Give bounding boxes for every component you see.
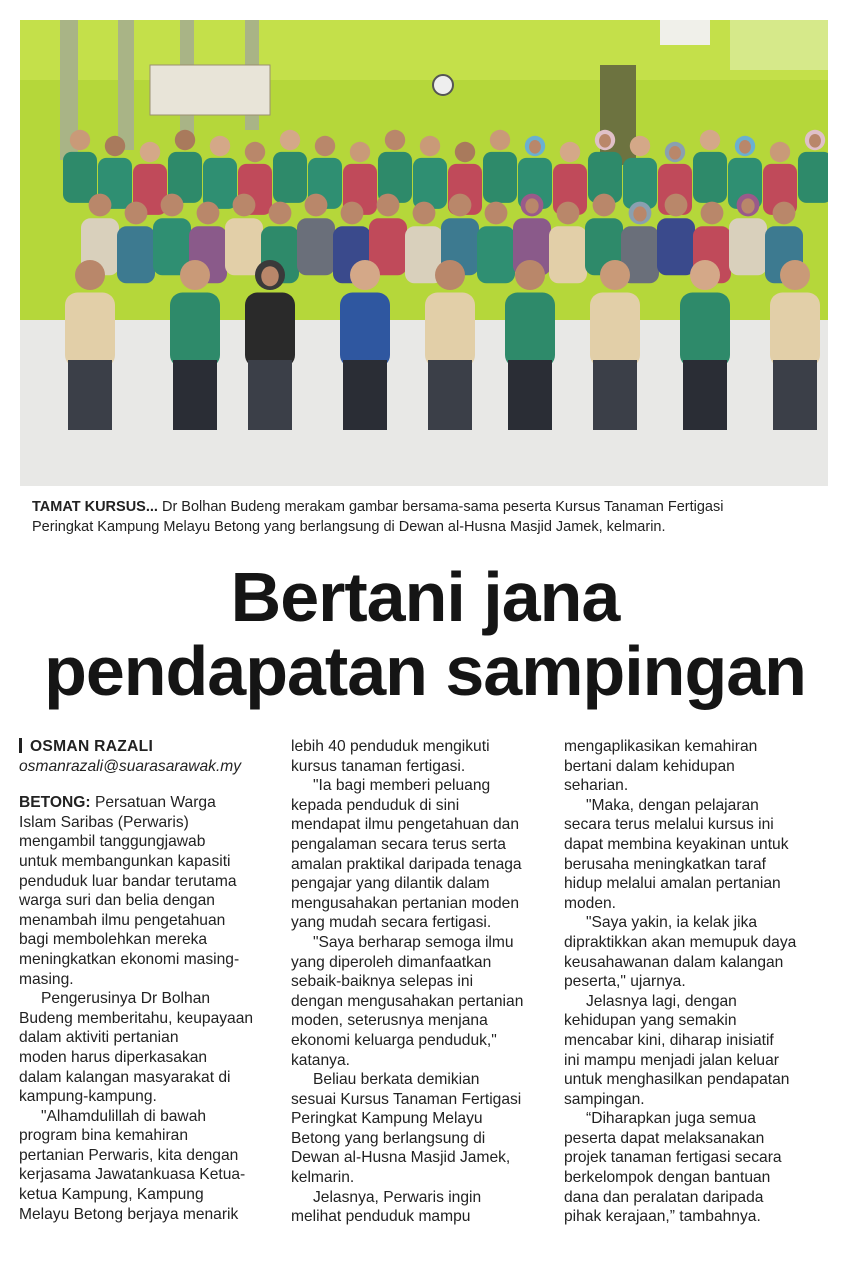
article-line: moden harus diperkasakan [19,1048,208,1066]
article-line: Budeng memberitahu, keupayaan [19,1009,254,1027]
photo-caption [32,497,822,537]
headline-line-1: Bertani jana [230,558,620,636]
article-line: berusaha meningkatkan taraf [564,855,766,873]
article-line: Islam Saribas (Perwaris) [19,813,189,831]
article-line: Beliau berkata demikian [313,1071,480,1089]
article-line: seharian. [564,777,629,795]
caption-line-1: Dr Bolhan Budeng merakam gambar bersama-sama peserta Kursus Tanaman Fertigasi [157,499,724,515]
article-line: sampingan. [564,1090,645,1108]
byline-email: osmanrazali@suarasarawak.my [19,757,242,775]
article-column-2 [291,737,549,1227]
article-column-1 [19,737,277,1224]
headline [0,560,850,708]
article-line: penduduk luar bandar terutama [19,872,237,890]
article-line: Melayu Betong berjaya menarik [19,1205,239,1223]
article-line: lebih 40 penduduk mengikuti [291,738,490,755]
article-line: dengan mengusahakan pertanian [291,992,524,1010]
article-line: “Diharapkan juga semua [586,1110,756,1128]
article-paragraph [291,776,549,933]
article-paragraph [564,913,822,991]
article-line: mengambil tanggungjawab [19,833,206,851]
article-line: dana dan peralatan daripada [564,1188,764,1206]
article-paragraph [19,793,277,989]
article-paragraph [19,1107,277,1225]
byline-bar [19,738,22,753]
article-line: untuk membangunkan kapasiti [19,852,231,870]
article-line: Betong yang berlangsung di [291,1129,486,1147]
article-line: moden, seterusnya menjana [291,1012,488,1030]
caption-lead: TAMAT KURSUS... [32,499,158,515]
article-line: program bina kemahiran [19,1127,189,1145]
article-line: yang mudah secara fertigasi. [291,914,492,932]
article-column-3 [564,737,822,1227]
article-line: Jelasnya lagi, dengan [586,992,737,1010]
article-line: untuk menghasilkan pendapatan [564,1071,790,1089]
article-line: projek tanaman fertigasi secara [564,1149,782,1167]
article-line: kampung-kampung. [19,1088,157,1106]
article-line: kerjasama Jawatankuasa Ketua- [19,1166,246,1184]
byline-author [19,737,277,757]
article-line: kehidupan yang semakin [564,1012,737,1030]
article-line: mencabar kini, diharap inisiatif [564,1031,774,1049]
article-line: Dewan al-Husna Masjid Jamek, [291,1149,511,1167]
article-line: berkelompok dengan bantuan [564,1169,771,1187]
article-line: ketua Kampung, Kampung [19,1186,204,1204]
article-line: peserta," ujarnya. [564,973,686,991]
article-line: "Ia bagi memberi peluang [313,777,491,795]
article-line: "Alhamdulillah di bawah [41,1107,207,1125]
article-line: kelmarin. [291,1169,355,1187]
article-line: dalam aktiviti pertanian [19,1029,179,1047]
dateline: BETONG: [19,794,91,812]
article-paragraph [564,1109,822,1227]
article-line: kursus tanaman fertigasi. [291,757,466,775]
article-line: katanya. [291,1051,350,1069]
article-line: menambah ilmu pengetahuan [19,911,226,929]
article-paragraph [19,989,277,1107]
article-line: pihak kerajaan,” tambahnya. [564,1208,761,1226]
article-line: amalan praktikal daripada tenaga [291,855,522,873]
article-line: bagi membolehkan mereka [19,931,208,949]
article-line: Pengerusinya Dr Bolhan [41,990,211,1008]
article-line: secara terus melalui kursus ini [564,816,774,834]
author-name: OSMAN RAZALI [30,738,154,755]
article-line: pengajar yang dilantik dalam [291,875,490,893]
article-line: Peringkat Kampung Melayu [291,1110,483,1128]
article-line: dipraktikkan akan memupuk daya [564,933,797,951]
article-paragraph [291,1070,549,1188]
article-line: peserta dapat melaksanakan [564,1129,765,1147]
headline-line-2: pendapatan sampingan [44,632,806,710]
article-paragraph [291,737,549,776]
article-paragraph [564,992,822,1110]
article-line: "Saya yakin, ia kelak jika [586,914,758,932]
article-line: Jelasnya, Perwaris ingin [313,1188,482,1206]
article-line: keusahawanan dalam kalangan [564,953,784,971]
article-line: masing. [19,970,74,988]
article-line: yang diperoleh dimanfaatkan [291,953,492,971]
article-line: ekonomi keluarga penduduk," [291,1031,497,1049]
article-line: "Saya berharap semoga ilmu [313,933,514,951]
article-line: kepada penduduk di sini [291,796,460,814]
article-line: warga suri dan belia dengan [19,892,215,910]
article-line: meningkatkan ekonomi masing- [19,950,240,968]
article-line: mengusahakan pertanian moden [291,894,520,912]
article-line: hidup melalui amalan pertanian [564,875,781,893]
article-line: dapat membina keyakinan untuk [564,835,789,853]
article-line: sebaik-baiknya selepas ini [291,973,474,991]
article-paragraph [291,1188,549,1227]
article-line: bertani dalam kehidupan [564,757,735,775]
article-line: sesuai Kursus Tanaman Fertigasi [291,1090,522,1108]
article-line: mengaplikasikan kemahiran [564,738,758,755]
article-line: melihat penduduk mampu [291,1208,471,1226]
article-line: mendapat ilmu pengetahuan dan [291,816,520,834]
article-line: Persatuan Warga [94,794,216,812]
article-paragraph [291,933,549,1070]
article-paragraph [564,796,822,914]
article-line: ini mampu menjadi jalan keluar [564,1051,779,1069]
caption-line-2: Peringkat Kampung Melayu Betong yang berlangsung di Dewan al-Husna Masjid Jamek, kelmarin. [32,519,666,535]
article-line: dalam kalangan masyarakat di [19,1068,231,1086]
article-paragraph [564,737,822,796]
article-line: pengalaman secara terus serta [291,835,506,853]
group-photo [20,20,828,486]
article-line: "Maka, dengan pelajaran [586,796,759,814]
group-photo-image [20,20,828,486]
article-line: pertanian Perwaris, kita dengan [19,1146,239,1164]
article-line: moden. [564,894,617,912]
